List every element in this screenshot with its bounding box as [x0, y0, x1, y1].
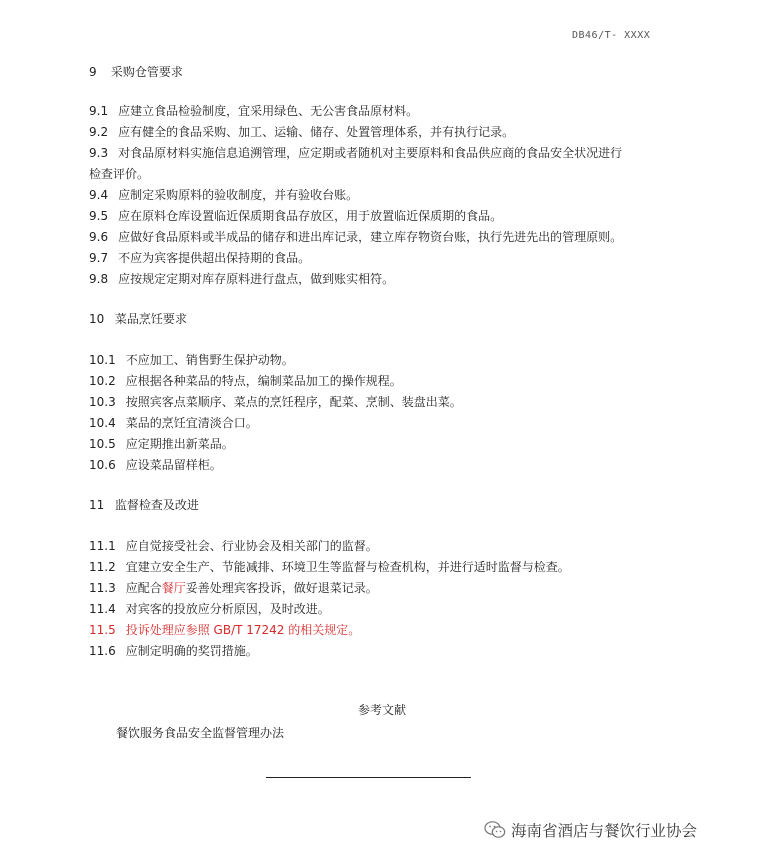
- clause-text: 应根据各种菜品的特点，编制菜品加工的操作规程。: [125, 374, 402, 388]
- clause-text: 应做好食品原料或半成品的储存和进出库记录，建立库存物资台账，执行先进先出的管理原则。: [118, 230, 623, 244]
- clause-text: 应配合: [125, 581, 162, 595]
- end-rule: [266, 777, 471, 778]
- clause-number: 9.4: [89, 188, 109, 202]
- clause-number: 11.6: [89, 644, 116, 658]
- clause-9-8: [89, 269, 659, 290]
- wechat-icon: [484, 820, 506, 840]
- reference-item: 餐饮服务食品安全监督管理办法: [116, 726, 285, 740]
- clause-text: 应自觉接受社会、行业协会及相关部门的监督。: [125, 539, 378, 553]
- clause-number: 10.5: [89, 437, 116, 451]
- clause-9-2: [89, 122, 659, 143]
- clause-number: 11.4: [89, 602, 116, 616]
- section-title: 采购仓管要求: [110, 65, 183, 79]
- clause-number: 11.1: [89, 539, 116, 553]
- section-number: 10: [89, 312, 105, 326]
- clause-text: 宜建立安全生产、节能减排、环境卫生等监督与检查机构，并进行适时监督与检查。: [125, 560, 570, 574]
- clause-text: 应制定明确的奖罚措施。: [125, 644, 258, 658]
- clause-9-3-continuation: [89, 164, 659, 185]
- clause-10-4: [89, 413, 659, 434]
- clause-text: 应定期推出新菜品。: [125, 437, 234, 451]
- clause-number: 10.4: [89, 416, 116, 430]
- clause-number: 11.3: [89, 581, 116, 595]
- clause-text: 按照宾客点菜顺序、菜点的烹饪程序，配菜、烹制、装盘出菜。: [125, 395, 462, 409]
- clause-number: 9.6: [89, 230, 109, 244]
- clause-10-5: [89, 434, 659, 455]
- clause-11-4: [89, 599, 659, 620]
- clause-text: 妥善处理宾客投诉，做好退菜记录。: [185, 581, 378, 595]
- clause-number: 9.5: [89, 209, 109, 223]
- clause-number: 10.1: [89, 353, 116, 367]
- section-heading-11: [89, 496, 199, 513]
- section-heading-9: [89, 63, 183, 80]
- clause-text: 对食品原材料实施信息追溯管理，应定期或者随机对主要原料和食品供应商的食品安全状况进行: [118, 146, 623, 160]
- section-heading-10: [89, 310, 187, 327]
- clause-text-continued: 检查评价。: [89, 167, 150, 181]
- clause-10-6: [89, 455, 659, 476]
- watermark: [484, 818, 697, 842]
- clause-9-5: [89, 206, 659, 227]
- clause-9-1: [89, 101, 659, 122]
- section-title: 监督检查及改进: [114, 498, 199, 512]
- clause-number: 9.8: [89, 272, 109, 286]
- clause-text: 不应加工、销售野生保护动物。: [125, 353, 294, 367]
- clause-10-2: [89, 371, 659, 392]
- clause-number: 11.2: [89, 560, 116, 574]
- section-number: 9: [89, 65, 97, 79]
- clause-text: 应制定采购原料的验收制度，并有验收台账。: [118, 188, 359, 202]
- clause-text: 应建立食品检验制度，宜采用绿色、无公害食品原材料。: [118, 104, 419, 118]
- clause-number: 10.3: [89, 395, 116, 409]
- clause-number: 10.2: [89, 374, 116, 388]
- highlighted-term: 餐厅: [161, 581, 186, 595]
- clause-9-7: [89, 248, 659, 269]
- clause-text: 不应为宾客提供超出保持期的食品。: [118, 251, 311, 265]
- document-code: DB46/T- XXXX: [572, 30, 651, 41]
- clause-text: 对宾客的投放应分析原因，及时改进。: [125, 602, 330, 616]
- references-title: 参考文献: [358, 703, 407, 717]
- section-number: 11: [89, 498, 105, 512]
- clause-9-6: [89, 227, 659, 248]
- clause-11-5: [89, 620, 659, 641]
- clause-text: 应在原料仓库设置临近保质期食品存放区，用于放置临近保质期的食品。: [118, 209, 503, 223]
- clause-number: 10.6: [89, 458, 116, 472]
- clause-text: 应有健全的食品采购、加工、运输、储存、处置管理体系，并有执行记录。: [118, 125, 515, 139]
- clause-text: 菜品的烹饪宜清淡合口。: [125, 416, 258, 430]
- watermark-text: 海南省酒店与餐饮行业协会: [511, 822, 698, 840]
- clause-number: 9.2: [89, 125, 109, 139]
- clause-11-3: [89, 578, 659, 599]
- clause-number: 9.1: [89, 104, 109, 118]
- clause-11-6: [89, 641, 659, 662]
- clause-10-1: [89, 350, 659, 371]
- clause-9-3: [89, 143, 659, 164]
- clause-text: 应按规定定期对库存原料进行盘点，做到账实相符。: [118, 272, 395, 286]
- clause-text: 应设菜品留样柜。: [125, 458, 222, 472]
- section-title: 菜品烹饪要求: [114, 312, 187, 326]
- clause-number: 11.5: [89, 623, 116, 637]
- clause-9-4: [89, 185, 659, 206]
- clause-number: 9.7: [89, 251, 109, 265]
- clause-11-1: [89, 536, 659, 557]
- clause-11-2: [89, 557, 659, 578]
- clause-number: 9.3: [89, 146, 109, 160]
- clause-text: 投诉处理应参照 GB/T 17242 的相关规定。: [125, 623, 361, 637]
- clause-10-3: [89, 392, 659, 413]
